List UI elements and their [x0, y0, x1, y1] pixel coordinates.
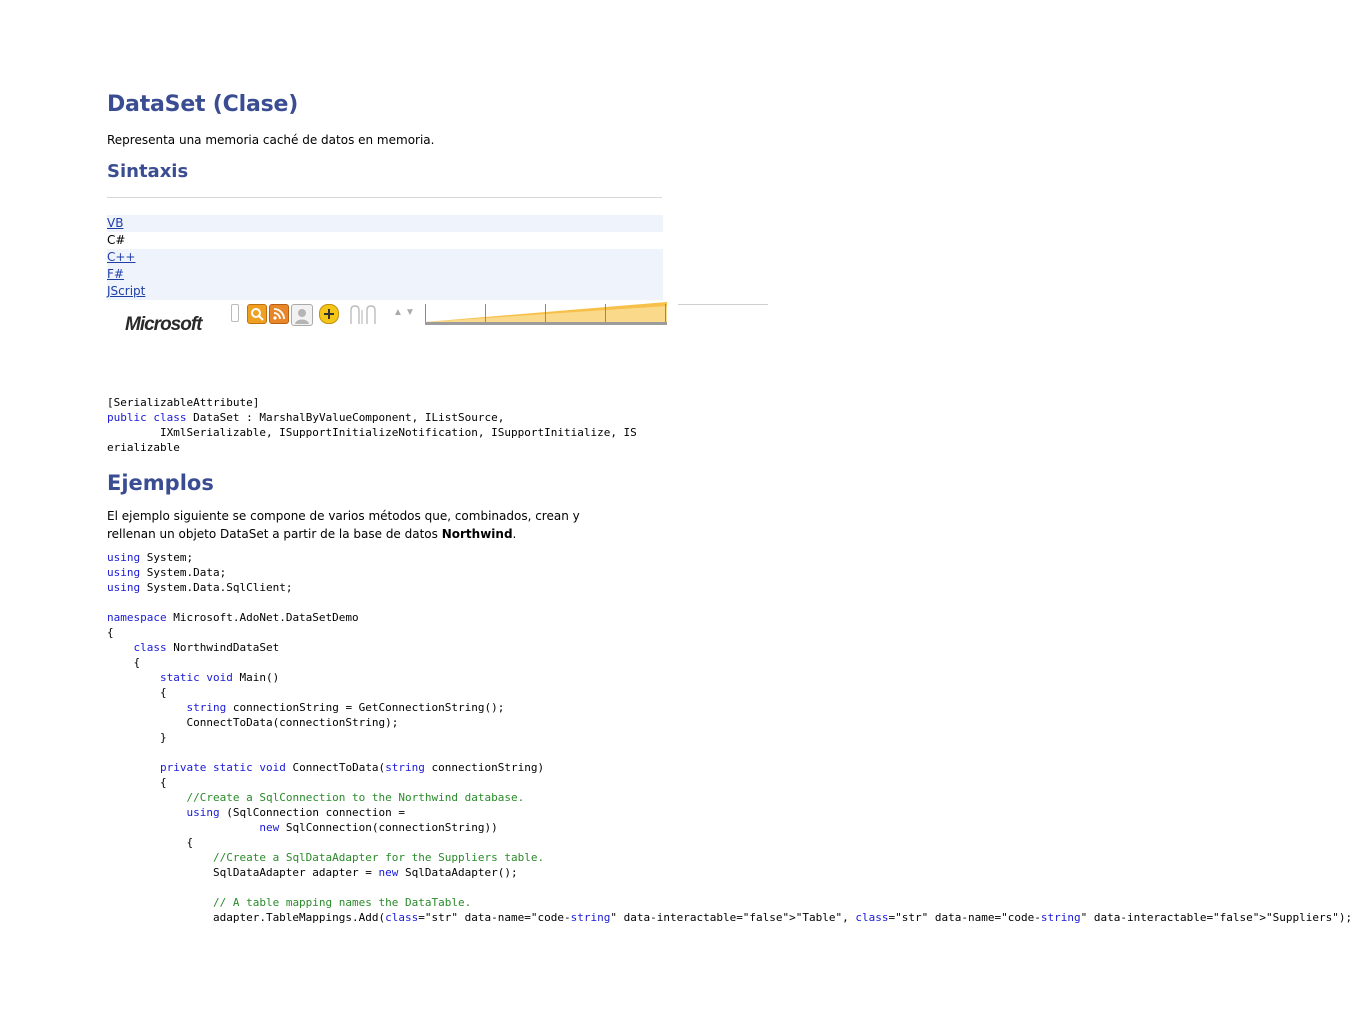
search-icon[interactable] [247, 304, 267, 324]
toolbar-separator-icon [231, 304, 239, 322]
code-line: IXmlSerializable, ISupportInitializeNotification, ISupportInitialize, IS [107, 426, 637, 439]
language-link-cpp[interactable]: C++ [107, 250, 136, 264]
code-keyword: using [107, 581, 141, 594]
microsoft-logo: Microsoft [125, 314, 202, 335]
code-keyword: public [107, 411, 147, 424]
slider-tick [545, 304, 546, 322]
code-keyword: using [186, 806, 220, 819]
code-keyword: string [1040, 911, 1081, 924]
language-link-jscript[interactable]: JScript [107, 284, 146, 298]
intro-text: El ejemplo siguiente se compone de varios métodos que, combinados, crean y rellenan un objeto DataSet a partir de la base de datos [107, 509, 580, 541]
code-keyword: private [159, 761, 207, 774]
code-comment: //Create a SqlDataAdapter for the Suppliers table. [212, 851, 545, 864]
code-keyword: class [153, 411, 187, 424]
code-keyword: void [206, 671, 233, 684]
slider-tick [605, 304, 606, 322]
language-link-vb[interactable]: VB [107, 216, 124, 230]
example-code-block: using System; using System.Data; using System.Data.SqlClient; namespace Microsoft.AdoNet.DataSetDemo { class NorthwindDataSet { static void Main() { string connectionString = GetConnectionString(); ConnectToData(connectionString); } private static void ConnectToData(string connectionString) { //Create a SqlConnection to the Northwind database. using (SqlConnection connection = new SqlConnection(connectionString)) { //Create a SqlDataAdapter for the Suppliers table. SqlDataAdapter adapter = new SqlDataAdapter(); // A table mapping names the DataTable. adapter.TableMappings.Add(class="str" data-name="code-string" data-interactable="false">"Table", class="str" data-name="code-string" data-interactable="false">"Suppliers"); [107, 551, 1352, 924]
scroll-up-icon[interactable]: ▲ [393, 307, 403, 318]
code-keyword: string [186, 701, 227, 714]
code-keyword: string [570, 911, 611, 924]
slider-tick [425, 304, 426, 322]
language-row-cpp [107, 249, 663, 266]
code-line: erializable [107, 441, 180, 454]
code-keyword: class [133, 641, 167, 654]
language-selector [107, 215, 663, 300]
code-keyword: string [385, 761, 425, 774]
intro-bold: Northwind [441, 527, 513, 541]
code-keyword: using [107, 566, 141, 579]
example-intro [107, 507, 627, 543]
add-comment-icon[interactable] [319, 304, 339, 324]
code-line: DataSet : MarshalByValueComponent, IListSource, [193, 411, 505, 424]
code-comment: // A table mapping names the DataTable. [212, 896, 472, 909]
language-current-csharp: C# [107, 233, 126, 247]
slider-base [425, 322, 667, 325]
code-line: [SerializableAttribute] [107, 396, 260, 409]
class-description: Representa una memoria caché de datos en memoria. [107, 133, 435, 147]
code-keyword: class [855, 911, 889, 924]
syntax-code-block [107, 395, 637, 455]
bracket-icon[interactable] [347, 304, 383, 322]
code-keyword: new [259, 821, 280, 834]
intro-end: . [512, 527, 517, 541]
code-keyword: new [378, 866, 399, 879]
code-keyword: using [107, 551, 141, 564]
language-link-fsharp[interactable]: F# [107, 267, 124, 281]
section-divider [107, 197, 662, 198]
language-row-fsharp [107, 266, 663, 283]
toolbar-right-divider [678, 304, 768, 305]
profile-icon[interactable] [291, 304, 313, 326]
progress-slider [425, 302, 667, 324]
slider-tick [665, 304, 666, 322]
examples-heading: Ejemplos [107, 471, 214, 495]
rss-icon[interactable] [269, 304, 289, 324]
code-comment: //Create a SqlConnection to the Northwind database. [186, 791, 525, 804]
language-row-vb [107, 215, 663, 232]
msdn-toolbar [107, 302, 667, 342]
code-keyword: void [259, 761, 286, 774]
language-row-jscript [107, 283, 663, 300]
scroll-down-icon[interactable]: ▼ [405, 307, 415, 318]
code-keyword: class [385, 911, 419, 924]
code-keyword: static [212, 761, 253, 774]
syntax-heading: Sintaxis [107, 161, 189, 182]
page-title: DataSet (Clase) [107, 92, 299, 117]
slider-tick [485, 304, 486, 322]
slider-ramp-shape [425, 302, 667, 322]
language-row-csharp [107, 232, 663, 249]
code-keyword: namespace [107, 611, 167, 624]
code-keyword: static [159, 671, 200, 684]
